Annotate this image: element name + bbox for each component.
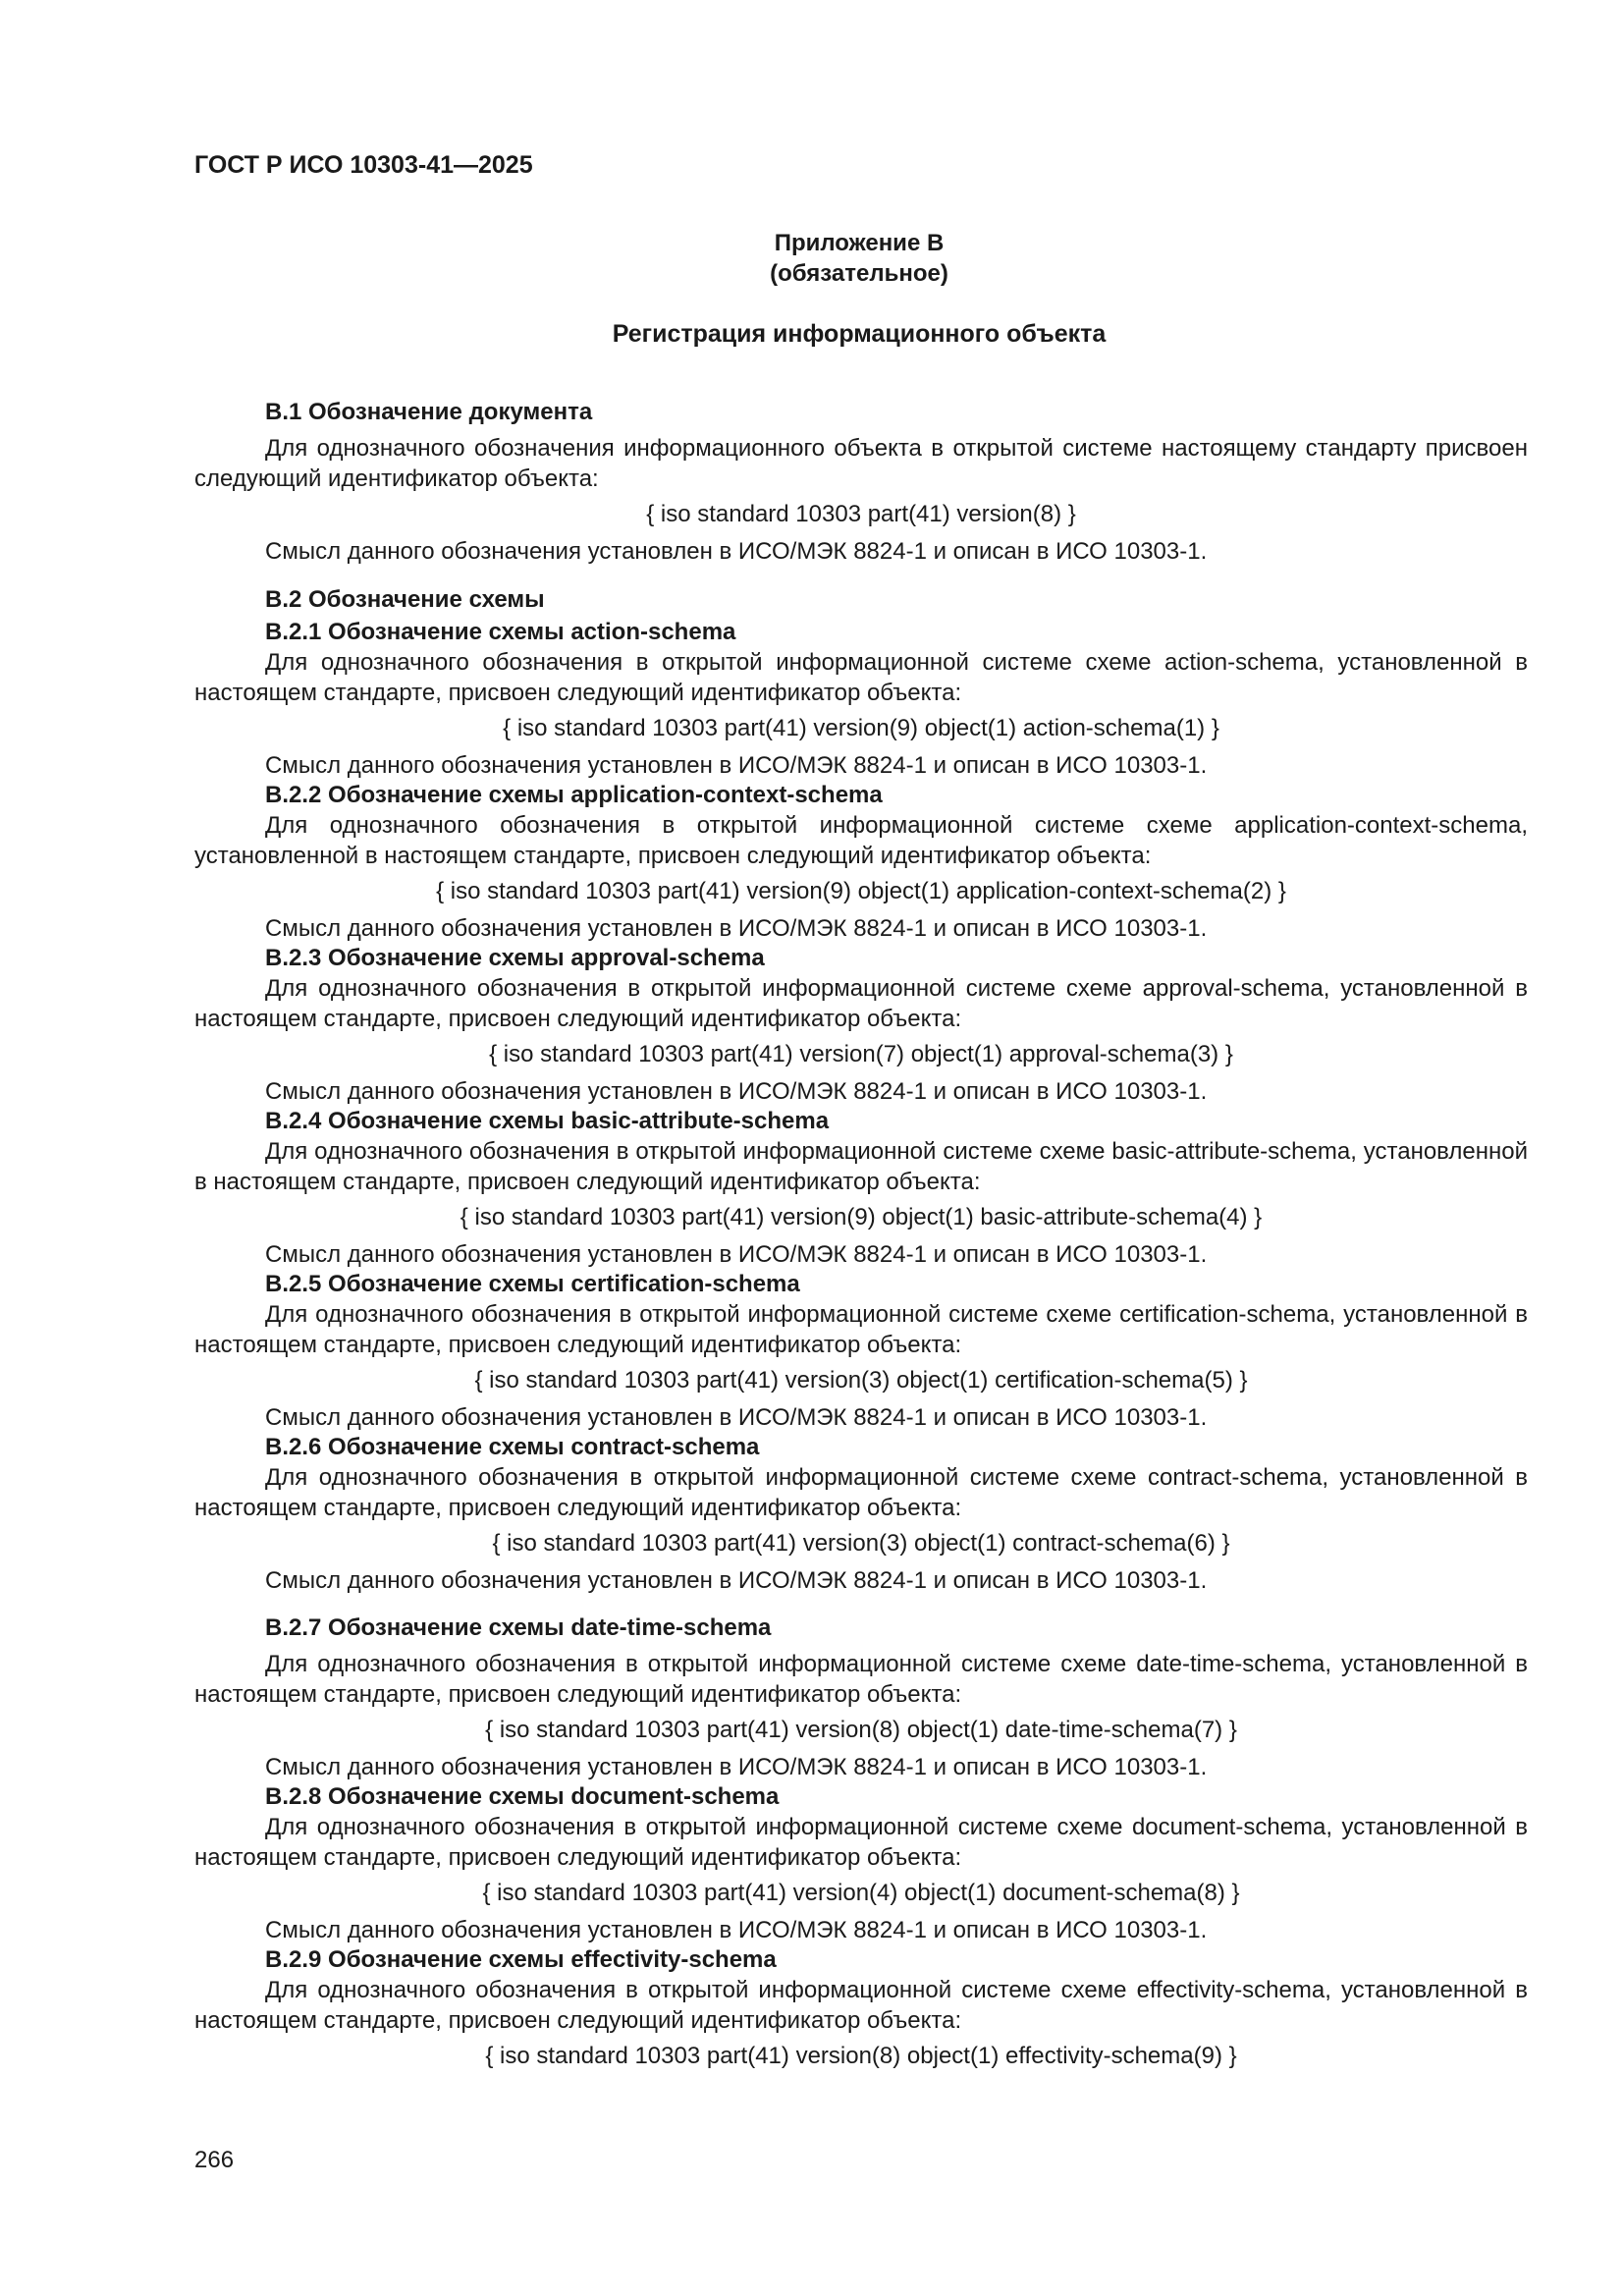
- section-text: Для однозначного обозначения в открытой информационной системе схеме action-schema, установленной в настоящем стандарте, присвоен следующий идентификатор объекта:: [194, 649, 1528, 706]
- section-text: Для однозначного обозначения в открытой информационной системе схеме basic-attribute-schema, установленной в настоящем стандарте, присвоен следующий идентификатор объекта:: [194, 1138, 1528, 1195]
- section-heading: В.2.7 Обозначение схемы date-time-schema: [265, 1614, 772, 1641]
- section-text: Для однозначного обозначения в открытой информационной системе схеме effectivity-schema, установленной в настоящем стандарте, присвоен следующий идентификатор объекта:: [194, 1977, 1528, 2034]
- section-text: Для однозначного обозначения в открытой информационной системе схеме application-context-schema, установленной в настоящем стандарте, присвоен следующий идентификатор объекта:: [194, 812, 1528, 869]
- document-header: ГОСТ Р ИСО 10303-41—2025: [194, 151, 533, 179]
- section-text: Для однозначного обозначения в открытой информационной системе схеме certification-schema, установленной в настоящем стандарте, присвоен следующий идентификатор объекта:: [194, 1301, 1528, 1358]
- section-text: Для однозначного обозначения в открытой информационной системе схеме document-schema, установленной в настоящем стандарте, присвоен следующий идентификатор объекта:: [194, 1814, 1528, 1871]
- section-heading: В.2.1 Обозначение схемы action-schema: [265, 619, 736, 645]
- meaning-text: Смысл данного обозначения установлен в ИСО/МЭК 8824-1 и описан в ИСО 10303-1.: [265, 1754, 1208, 1780]
- section-text: Для однозначного обозначения в открытой информационной системе схеме date-time-schema, установленной в настоящем стандарте, присвоен следующий идентификатор объекта:: [194, 1651, 1528, 1708]
- section-heading: В.2.3 Обозначение схемы approval-schema: [265, 945, 765, 971]
- meaning-text: Смысл данного обозначения установлен в ИСО/МЭК 8824-1 и описан в ИСО 10303-1.: [265, 1078, 1208, 1105]
- meaning-text: Смысл данного обозначения установлен в ИСО/МЭК 8824-1 и описан в ИСО 10303-1.: [265, 915, 1208, 942]
- object-identifier: { iso standard 10303 part(41) version(8) }: [646, 501, 1076, 527]
- annex-label-block: [0, 228, 1623, 289]
- object-identifier: { iso standard 10303 part(41) version(9) object(1) action-schema(1) }: [503, 715, 1219, 741]
- object-identifier: { iso standard 10303 part(41) version(3) object(1) contract-schema(6) }: [492, 1530, 1230, 1557]
- meaning-text: Смысл данного обозначения установлен в ИСО/МЭК 8824-1 и описан в ИСО 10303-1.: [265, 1241, 1208, 1268]
- section-heading: В.2.9 Обозначение схемы effectivity-schema: [265, 1946, 777, 1973]
- section-heading: В.2.6 Обозначение схемы contract-schema: [265, 1434, 760, 1460]
- meaning-text: Смысл данного обозначения установлен в ИСО/МЭК 8824-1 и описан в ИСО 10303-1.: [265, 752, 1208, 779]
- object-identifier: { iso standard 10303 part(41) version(8) object(1) effectivity-schema(9) }: [485, 2043, 1237, 2069]
- meaning-text: Смысл данного обозначения установлен в ИСО/МЭК 8824-1 и описан в ИСО 10303-1.: [265, 1404, 1208, 1431]
- object-identifier: { iso standard 10303 part(41) version(3) object(1) certification-schema(5) }: [474, 1367, 1248, 1394]
- section-heading: В.1 Обозначение документа: [265, 399, 593, 425]
- object-identifier: { iso standard 10303 part(41) version(7) object(1) approval-schema(3) }: [489, 1041, 1233, 1067]
- object-identifier: { iso standard 10303 part(41) version(4) object(1) document-schema(8) }: [482, 1880, 1240, 1906]
- document-body: [194, 398, 1528, 2078]
- section-heading: В.2.4 Обозначение схемы basic-attribute-schema: [265, 1108, 830, 1134]
- section-text: Для однозначного обозначения в открытой информационной системе схеме approval-schema, установленной в настоящем стандарте, присвоен следующий идентификатор объекта:: [194, 975, 1528, 1032]
- section-heading: В.2.2 Обозначение схемы application-context-schema: [265, 782, 883, 808]
- object-identifier: { iso standard 10303 part(41) version(9) object(1) application-context-schema(2) }: [436, 878, 1286, 904]
- meaning-text: Смысл данного обозначения установлен в ИСО/МЭК 8824-1 и описан в ИСО 10303-1.: [265, 1567, 1208, 1594]
- section-heading: В.2.5 Обозначение схемы certification-schema: [265, 1271, 800, 1297]
- section-heading: В.2 Обозначение схемы: [265, 586, 545, 613]
- object-identifier: { iso standard 10303 part(41) version(8) object(1) date-time-schema(7) }: [485, 1717, 1237, 1743]
- meaning-text: Смысл данного обозначения установлен в ИСО/МЭК 8824-1 и описан в ИСО 10303-1.: [265, 538, 1208, 565]
- section-heading: В.2.8 Обозначение схемы document-schema: [265, 1783, 780, 1810]
- meaning-text: Смысл данного обозначения установлен в ИСО/МЭК 8824-1 и описан в ИСО 10303-1.: [265, 1917, 1208, 1943]
- annex-label: Приложение В: [774, 230, 945, 256]
- object-identifier: { iso standard 10303 part(41) version(9) object(1) basic-attribute-schema(4) }: [460, 1204, 1263, 1230]
- annex-title: Регистрация информационного объекта: [612, 320, 1107, 348]
- section-text: Для однозначного обозначения в открытой информационной системе схеме contract-schema, установленной в настоящем стандарте, присвоен следующий идентификатор объекта:: [194, 1464, 1528, 1521]
- annex-status: (обязательное): [770, 260, 948, 287]
- page-number: 266: [194, 2147, 235, 2173]
- section-text: Для однозначного обозначения информационного объекта в открытой системе настоящему стандарту присвоен следующий идентификатор объекта:: [194, 435, 1528, 492]
